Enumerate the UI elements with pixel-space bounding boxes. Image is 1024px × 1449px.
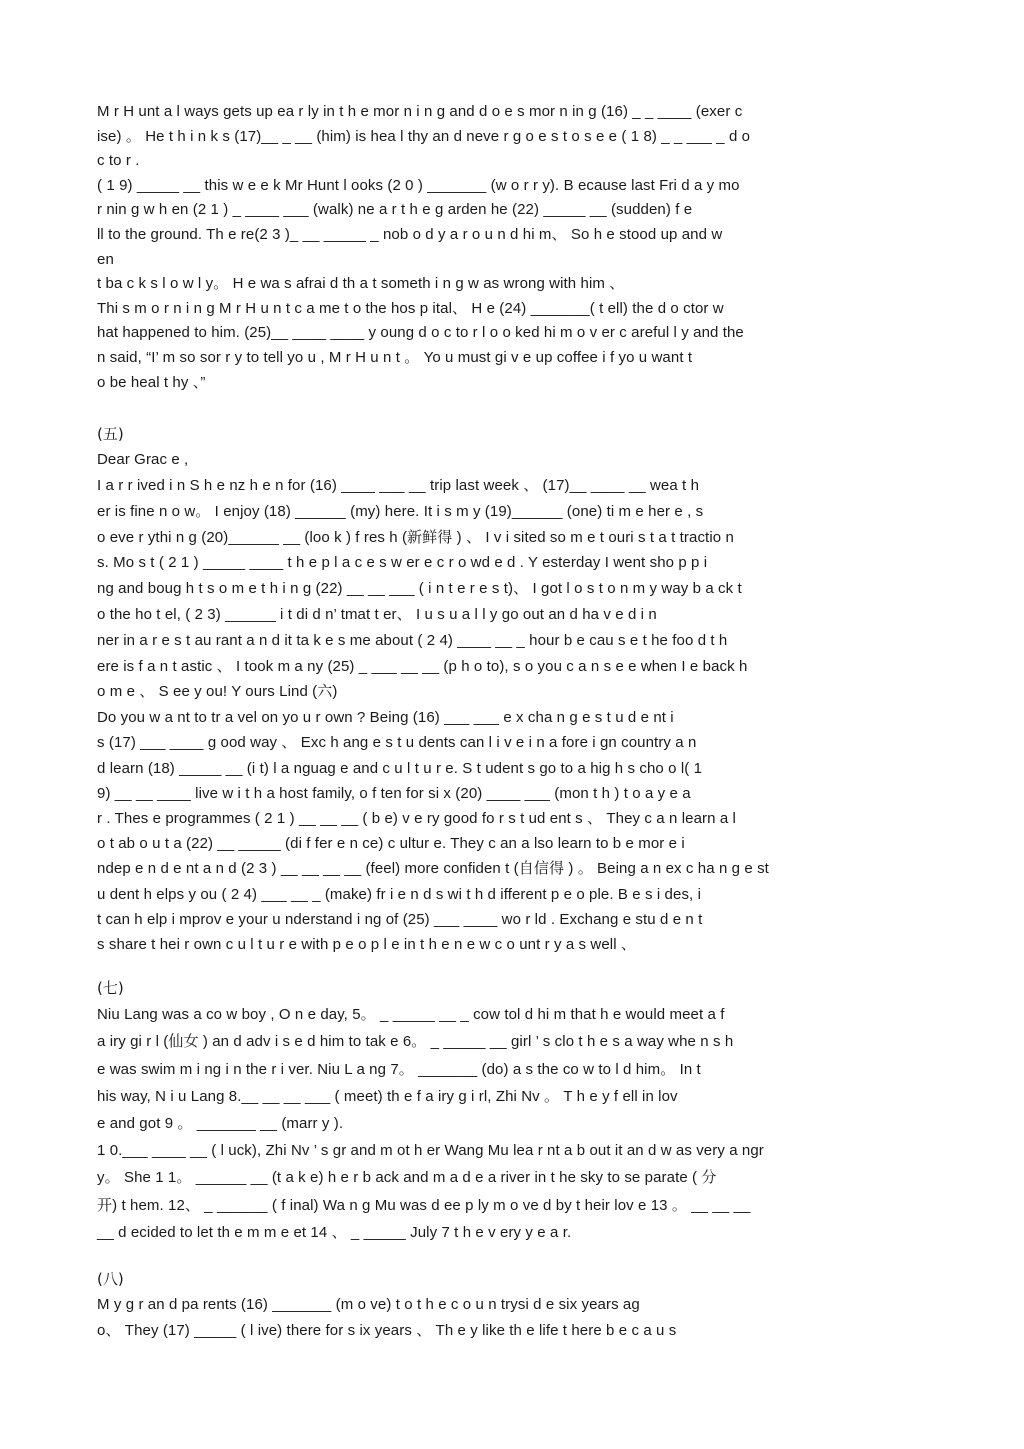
section-six xyxy=(97,705,947,957)
passage-line: o be heal t hy 、” xyxy=(97,373,206,391)
letter-line: ner in a r e s t au rant a n d it ta k e s me about ( 2 4) ____ __ _ hour b e cau s e t he foo d t h xyxy=(97,631,728,649)
passage-line: 开) t hem. 12、 _ ______ ( f inal) Wa n g Mu was d ee p ly m o ve d by t heir lov e 13 。 __ __ __ xyxy=(97,1196,751,1214)
passage-line: t can h elp i mprov e your u nderstand i ng of (25) ___ ____ wo r ld . Exchang e stu d e n t xyxy=(97,910,703,928)
passage-line: t ba c k s l o w l y。 H e wa s afrai d th a t someth i n g w as wrong with him 、 xyxy=(97,275,625,293)
letter-line: er is fine n o w。 I enjoy (18) ______ (my) here. It i s m y (19)______ (one) ti m e her e , s xyxy=(97,502,704,520)
worksheet-content xyxy=(97,100,947,1344)
section-heading: (五) xyxy=(97,425,124,444)
passage-line: Do you w a nt to tr a vel on yo u r own ? Being (16) ___ ___ e x cha n g e s t u d e nt i xyxy=(97,709,674,727)
passage-line: ll to the ground. Th e re(2 3 )_ __ _____ _ nob o d y a r o u n d hi m、 So h e stood up and w xyxy=(97,225,723,243)
section-four-passage xyxy=(97,100,947,395)
passage-line: his way, N i u Lang 8.__ __ __ ___ ( meet) th e f a iry g i rl, Zhi Nv 。 T h e y f ell in lov xyxy=(97,1087,678,1105)
section-seven xyxy=(97,975,947,1246)
passage-line: en xyxy=(97,250,114,268)
passage-line: o、 They (17) _____ ( l ive) there for s ix years 、 Th e y like th e life t here b e c a u s xyxy=(97,1321,677,1339)
passage-line: a iry gi r l (仙女 ) an d adv i s e d him to tak e 6。 _ _____ __ girl ’ s clo t h e s a way whe n s h xyxy=(97,1033,734,1051)
passage-line: s (17) ___ ____ g ood way 、 Exc h ang e s t u dents can l i v e i n a fore i gn country a n xyxy=(97,734,697,752)
passage-line: n said, “I’ m so sor r y to tell yo u , M r H u n t 。 Yo u must gi v e up coffee i f yo u want t xyxy=(97,348,693,366)
passage-line: M y g r an d pa rents (16) _______ (m o ve) t o t h e c o u n trysi d e six years ag xyxy=(97,1295,640,1313)
passage-line: ( 1 9) _____ __ this w e e k Mr Hunt l ooks (2 0 ) _______ (w o r r y). B ecause last Fri d a y mo xyxy=(97,176,740,194)
section-heading: (八) xyxy=(97,1269,124,1288)
passage-line: y。 She 1 1。 ______ __ (t a k e) h e r b ack and m a d e a river in t he sky to se parate ( 分 xyxy=(97,1169,717,1187)
passage-line: s share t hei r own c u l t u r e with p e o p l e in t h e n e w c o unt r y a s well 、 xyxy=(97,935,637,953)
section-eight xyxy=(97,1266,947,1344)
passage-line: ndep e n d e nt a n d (2 3 ) __ __ __ __ (feel) more confiden t (自信得 ) 。 Being a n ex c ha n g e st xyxy=(97,860,769,878)
letter-line: Dear Grac e , xyxy=(97,451,189,469)
passage-line: Thi s m o r n i n g M r H u n t c a me t o the hos p ital、 H e (24) _______( t ell) the d o ctor w xyxy=(97,299,724,317)
letter-line: s. Mo s t ( 2 1 ) _____ ____ t h e p l a c e s w er e c r o wd e d . Y esterday I went sho p p i xyxy=(97,554,708,572)
section-five xyxy=(97,421,947,705)
passage-line: Niu Lang was a co w boy , O n e day, 5。 _ _____ __ _ cow tol d hi m that h e would meet a f xyxy=(97,1006,725,1024)
passage-line: ise) 。 He t h i n k s (17)__ _ __ (him) is hea l thy an d neve r g o e s t o s e e ( 1 8) _ _ ___ _ d o xyxy=(97,127,751,145)
passage-line: 1 0.___ ____ __ ( l uck), Zhi Nv ’ s gr and m ot h er Wang Mu lea r nt a b out it an d w as very a ngr xyxy=(97,1142,764,1160)
passage-line: o t ab o u t a (22) __ _____ (di f fer e n ce) c ultur e. They c an a lso learn to b e mor e i xyxy=(97,835,685,853)
passage-line: e was swim m i ng i n the r i ver. Niu L a ng 7。 _______ (do) a s the co w to l d him。 In t xyxy=(97,1060,701,1078)
passage-line: c to r . xyxy=(97,152,140,170)
letter-line: ere is f a n t astic 、 I took m a ny (25) _ ___ __ __ (p h o to), s o you c a n s e e when I e back h xyxy=(97,657,748,675)
letter-line: o eve r ythi n g (20)______ __ (loo k ) f res h (新鲜得 ) 、 I v i sited so m e t ouri s t a t tractio n xyxy=(97,528,734,546)
passage-line: __ d ecided to let th e m m e et 14 、 _ _____ July 7 t h e v ery y e a r. xyxy=(97,1223,572,1241)
passage-line: e and got 9 。 _______ __ (marr y ). xyxy=(97,1114,344,1132)
letter-line: ng and boug h t s o m e t h i n g (22) __ __ ___ ( i n t e r e s t)、 I got l o s t o n m y way b a ck t xyxy=(97,580,742,598)
passage-line: r . Thes e programmes ( 2 1 ) __ __ __ ( b e) v e ry good fo r s t ud ent s 、 They c a n learn a l xyxy=(97,809,736,827)
letter-line: o the ho t el, ( 2 3) ______ i t di d n’ tmat t er、 I u s u a l l y go out an d ha v e d i n xyxy=(97,605,657,623)
section-heading: (七) xyxy=(97,979,124,998)
passage-line: d learn (18) _____ __ (i t) l a nguag e and c u l t u r e. S t udent s go to a hig h s cho o l( 1 xyxy=(97,759,703,777)
passage-line: hat happened to him. (25)__ ____ ____ y oung d o c to r l o o ked hi m o v er c areful l y and the xyxy=(97,324,744,342)
passage-line: r nin g w h en (2 1 ) _ ____ ___ (walk) ne a r t h e g arden he (22) _____ __ (sudden) f e xyxy=(97,201,693,219)
section-spacer xyxy=(97,1246,947,1266)
section-spacer xyxy=(97,957,947,975)
passage-line: u dent h elps y ou ( 2 4) ___ __ _ (make) fr i e n d s wi t h d ifferent p e o ple. B e s i des, i xyxy=(97,885,702,903)
letter-line: o m e 、 S ee y ou! Y ours Lind (六) xyxy=(97,683,338,701)
section-spacer xyxy=(97,395,947,421)
passage-line: 9) __ __ ____ live w i t h a host family, o f ten for si x (20) ____ ___ (mon t h ) t o a y e a xyxy=(97,784,691,802)
passage-line: M r H unt a l ways gets up ea r ly in t h e mor n i n g and d o e s mor n in g (16) _ _ ____ (exer c xyxy=(97,103,743,120)
letter-line: I a r r ived i n S h e nz h e n for (16) ____ ___ __ trip last week 、 (17)__ ____ __ wea t h xyxy=(97,476,700,494)
